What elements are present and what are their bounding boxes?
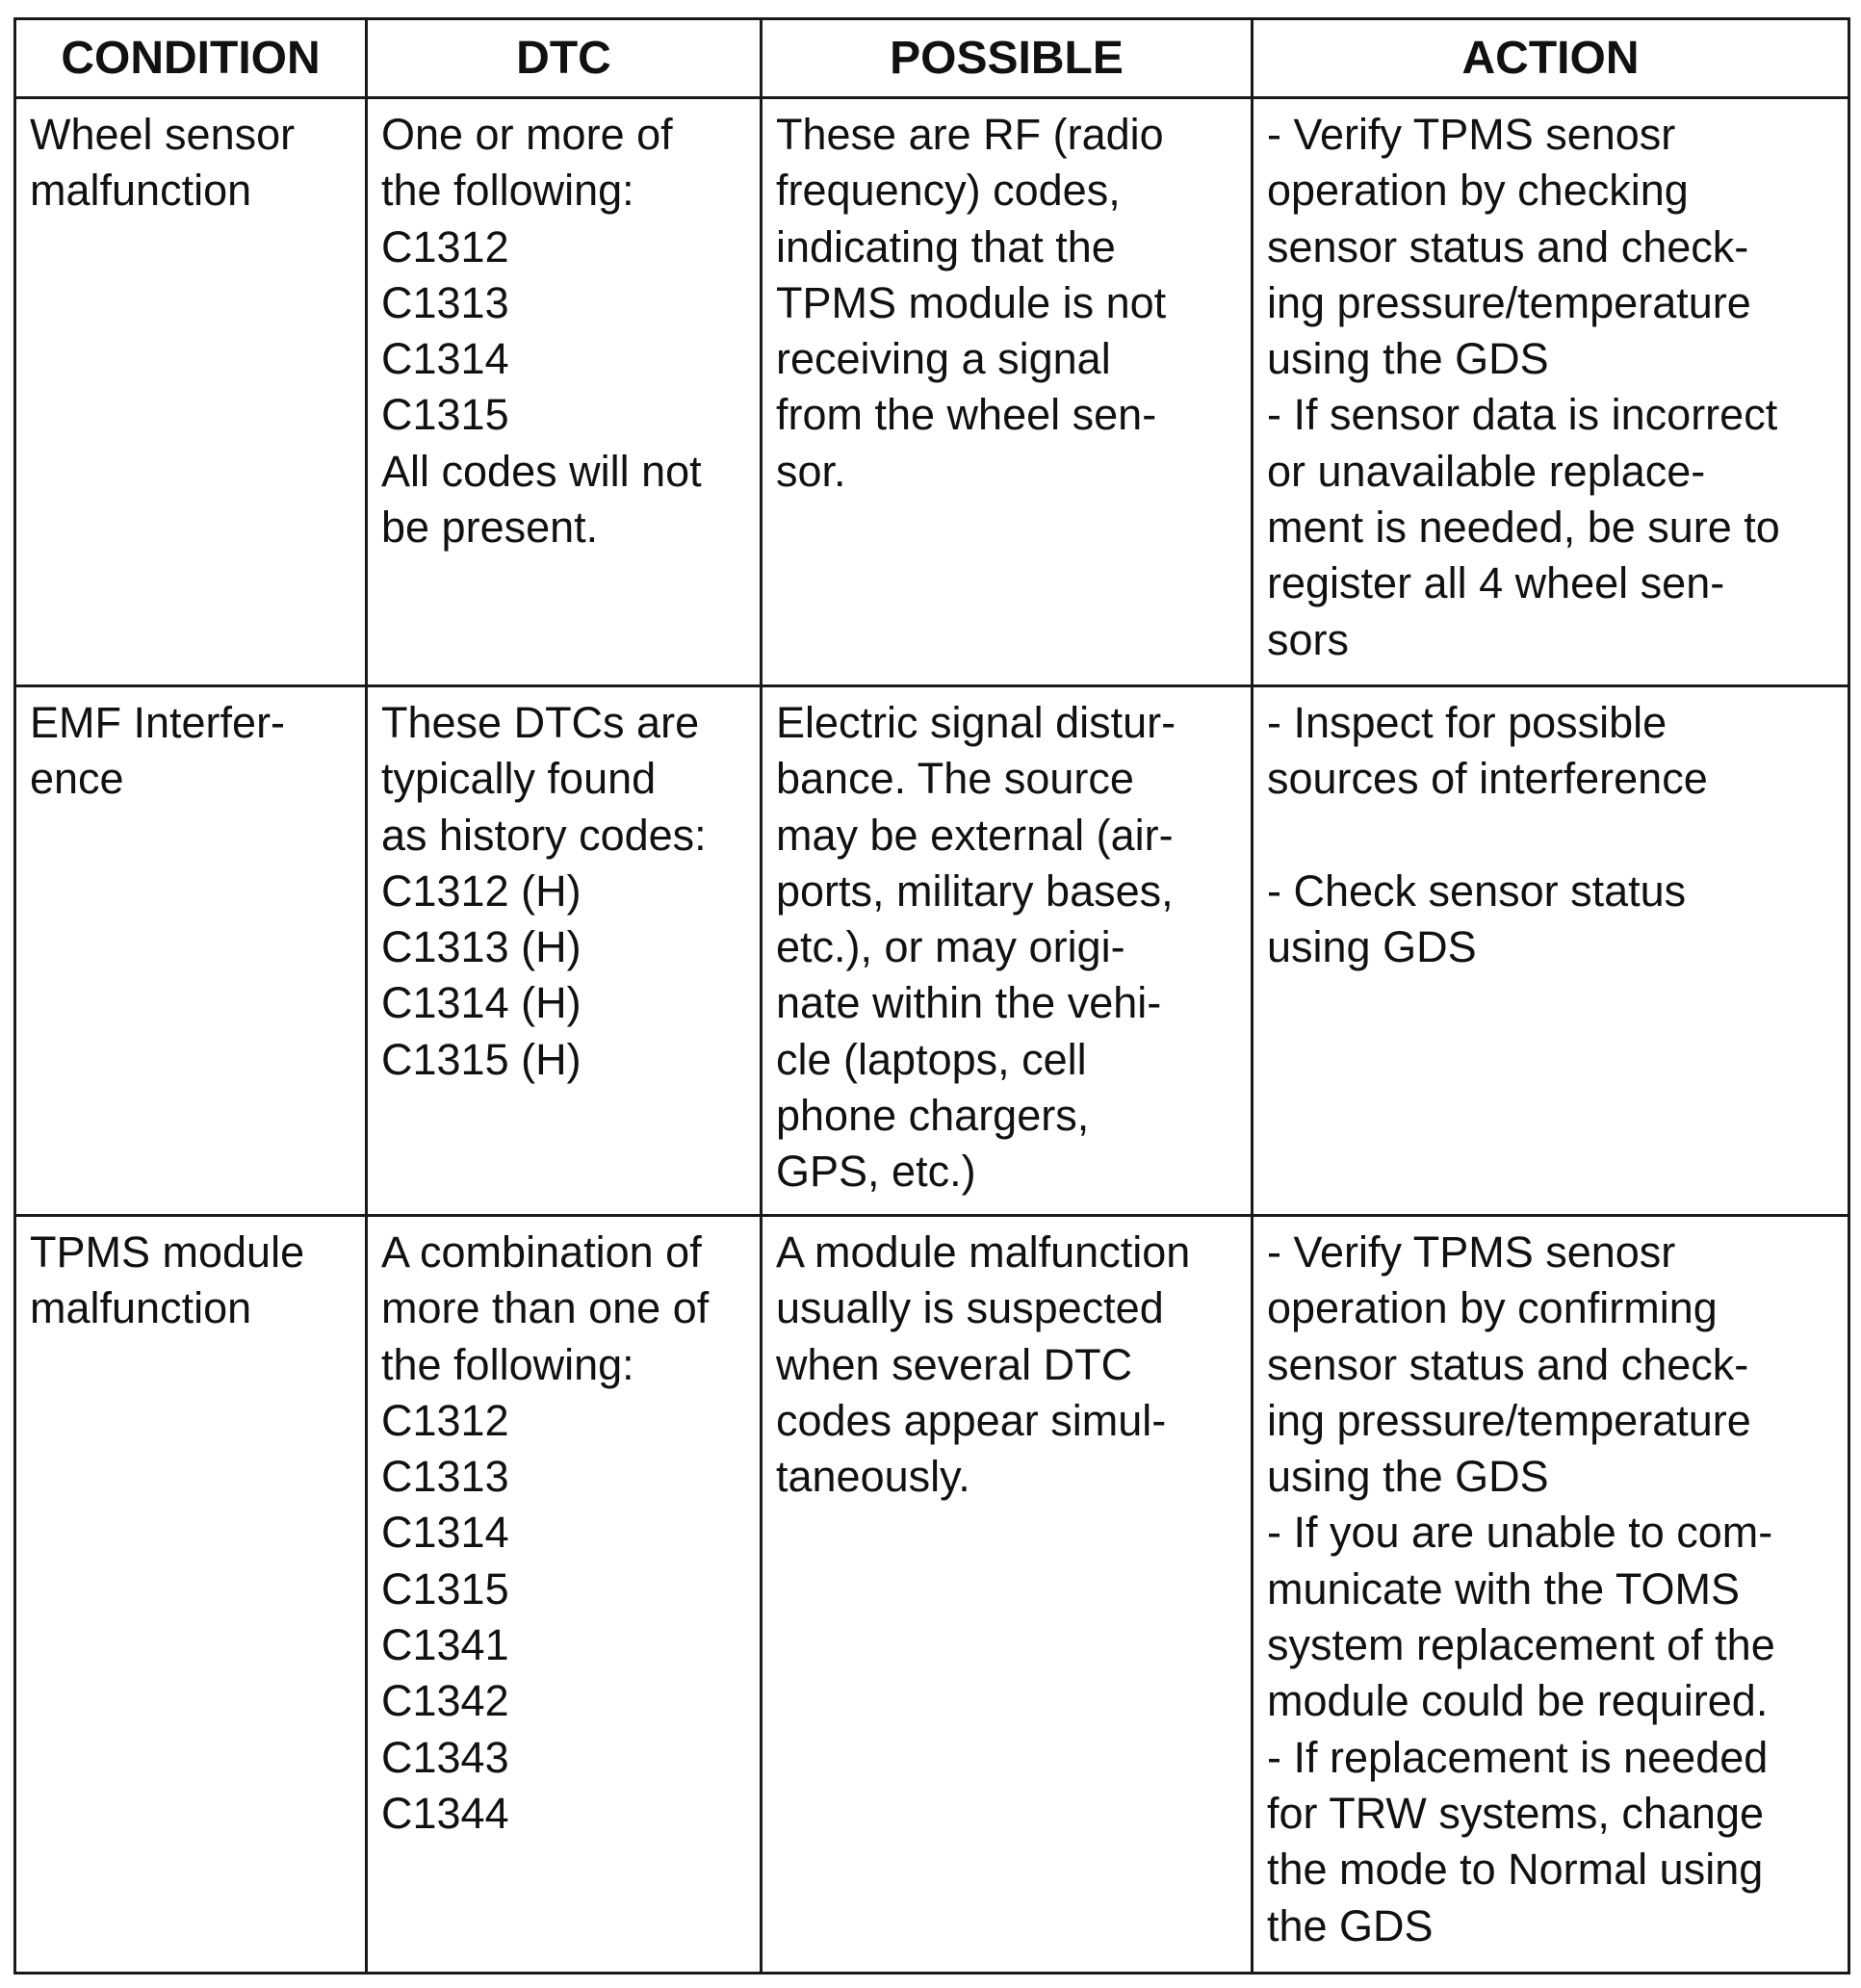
condition-cell — [15, 686, 367, 1216]
action-cell — [1253, 686, 1849, 1216]
cell-line: Wheel sensor — [30, 110, 296, 159]
cell-line: ports, military bases, — [776, 865, 1174, 916]
table-row — [15, 1216, 1849, 1974]
header-action: ACTION — [1253, 19, 1849, 98]
cell-line: using GDS — [1267, 922, 1477, 972]
cell-line: C1313 — [381, 277, 509, 327]
cell-line: as history codes: — [381, 810, 707, 860]
possible-cell — [762, 1216, 1253, 1974]
cell-line: One or more of — [381, 110, 673, 159]
cell-line: C1342 — [381, 1676, 509, 1726]
cell-line: - Check sensor status — [1267, 865, 1687, 916]
cell-line: C1343 — [381, 1732, 509, 1782]
cell-line: more than one of — [381, 1283, 710, 1333]
cell-line: ing pressure/temperature — [1267, 277, 1751, 327]
cell-line: Electric signal distur- — [776, 698, 1176, 747]
dtc-cell — [367, 98, 762, 686]
cell-line: sors — [1267, 614, 1350, 664]
cell-line: etc.), or may origi- — [776, 922, 1125, 972]
cell-line: usually is suspected — [776, 1283, 1164, 1333]
cell-line: These DTCs are — [381, 698, 700, 747]
cell-line: operation by checking — [1267, 166, 1689, 216]
cell-line: be present. — [381, 503, 599, 553]
cell-line: GPS, etc.) — [776, 1147, 976, 1197]
cell-line: taneously. — [776, 1452, 970, 1502]
cell-line: the following: — [381, 166, 634, 216]
cell-line: C1314 — [381, 334, 509, 384]
cell-line: malfunction — [30, 166, 252, 216]
cell-line: - Inspect for possible — [1267, 698, 1667, 747]
cell-line: EMF Interfer- — [30, 698, 286, 747]
cell-line: module could be required. — [1267, 1676, 1769, 1726]
cell-line: when several DTC — [776, 1339, 1133, 1389]
dtc-diagnostic-table — [13, 17, 1850, 1975]
cell-line: - If sensor data is incorrect — [1267, 390, 1778, 440]
cell-line: C1341 — [381, 1620, 509, 1670]
cell-line: receiving a signal — [776, 334, 1111, 384]
cell-line: C1315 (H) — [381, 1034, 582, 1084]
cell-line: ence — [30, 754, 124, 804]
cell-line: malfunction — [30, 1283, 252, 1333]
table-row — [15, 686, 1849, 1216]
cell-line: - Verify TPMS senosr — [1267, 1227, 1676, 1277]
cell-line: A module malfunction — [776, 1227, 1191, 1277]
cell-line: for TRW systems, change — [1267, 1788, 1765, 1838]
header-dtc: DTC — [367, 19, 762, 98]
cell-line: bance. The source — [776, 754, 1134, 804]
cell-line: - If you are unable to com- — [1267, 1508, 1773, 1558]
header-row — [15, 19, 1849, 98]
cell-line: C1315 — [381, 1563, 509, 1614]
cell-line: operation by confirming — [1267, 1283, 1718, 1333]
blank-line — [1267, 808, 1836, 864]
cell-line: using the GDS — [1267, 334, 1549, 384]
cell-line: All codes will not — [381, 446, 702, 496]
condition-cell — [15, 1216, 367, 1974]
possible-cell — [762, 686, 1253, 1216]
cell-line: sensor status and check- — [1267, 1339, 1749, 1389]
cell-line: TPMS module is not — [776, 277, 1167, 327]
header-condition: CONDITION — [15, 19, 367, 98]
cell-line: C1313 — [381, 1452, 509, 1502]
cell-line: ment is needed, be sure to — [1267, 503, 1780, 553]
cell-line: frequency) codes, — [776, 166, 1121, 216]
cell-line: C1314 (H) — [381, 978, 582, 1028]
condition-cell — [15, 98, 367, 686]
cell-line: may be external (air- — [776, 810, 1174, 860]
cell-line: phone chargers, — [776, 1091, 1090, 1141]
possible-cell — [762, 98, 1253, 686]
cell-line: register all 4 wheel sen- — [1267, 558, 1725, 608]
cell-line: indicating that the — [776, 221, 1116, 271]
cell-line: codes appear simul- — [776, 1395, 1167, 1445]
cell-line: C1344 — [381, 1788, 509, 1838]
cell-line: the following: — [381, 1339, 634, 1389]
cell-line: C1312 (H) — [381, 865, 582, 916]
cell-line: municate with the TOMS — [1267, 1563, 1741, 1614]
cell-line: TPMS module — [30, 1227, 305, 1277]
cell-line: C1315 — [381, 390, 509, 440]
cell-line: typically found — [381, 754, 657, 804]
cell-line: - Verify TPMS senosr — [1267, 110, 1676, 159]
cell-line: ing pressure/temperature — [1267, 1395, 1751, 1445]
cell-line: C1312 — [381, 221, 509, 271]
table-row — [15, 98, 1849, 686]
cell-line: the GDS — [1267, 1900, 1434, 1950]
header-possible: POSSIBLE — [762, 19, 1253, 98]
cell-line: A combination of — [381, 1227, 702, 1277]
cell-line: C1314 — [381, 1508, 509, 1558]
action-cell — [1253, 1216, 1849, 1974]
cell-line: the mode to Normal using — [1267, 1845, 1764, 1895]
dtc-cell — [367, 1216, 762, 1974]
cell-line: using the GDS — [1267, 1452, 1549, 1502]
cell-line: cle (laptops, cell — [776, 1034, 1087, 1084]
cell-line: - If replacement is needed — [1267, 1732, 1769, 1782]
cell-line: C1312 — [381, 1395, 509, 1445]
cell-line: sources of interference — [1267, 754, 1708, 804]
cell-line: sensor status and check- — [1267, 221, 1749, 271]
cell-line: from the wheel sen- — [776, 390, 1157, 440]
cell-line: nate within the vehi- — [776, 978, 1162, 1028]
cell-line: sor. — [776, 446, 846, 496]
action-cell — [1253, 98, 1849, 686]
cell-line: C1313 (H) — [381, 922, 582, 972]
cell-line: These are RF (radio — [776, 110, 1164, 159]
cell-line: system replacement of the — [1267, 1620, 1775, 1670]
cell-line: or unavailable replace- — [1267, 446, 1706, 496]
dtc-cell — [367, 686, 762, 1216]
